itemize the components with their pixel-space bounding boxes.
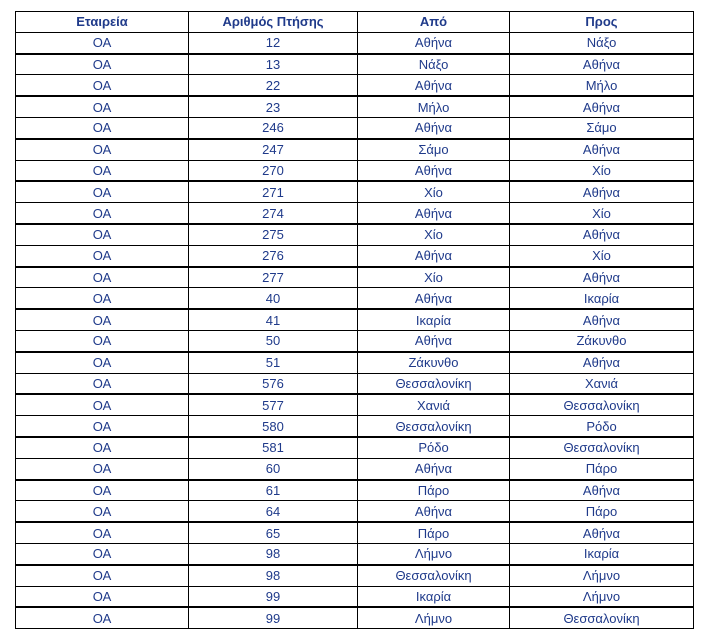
cell-from: Ρόδο [358,437,510,458]
cell-company: ΟΑ [16,245,189,266]
cell-company: ΟΑ [16,607,189,628]
cell-to: Αθήνα [510,309,694,330]
cell-company: ΟΑ [16,394,189,415]
cell-from: Χίο [358,181,510,202]
cell-from: Αθήνα [358,203,510,224]
table-row [16,245,694,266]
cell-from: Χανιά [358,394,510,415]
cell-from: Θεσσαλονίκη [358,565,510,586]
header-from: Από [358,12,510,33]
cell-to: Αθήνα [510,224,694,245]
cell-flight-number: 99 [189,586,358,607]
table-row [16,543,694,564]
cell-company: ΟΑ [16,181,189,202]
cell-company: ΟΑ [16,139,189,160]
flights-table [15,11,694,629]
cell-company: ΟΑ [16,458,189,479]
cell-to: Χίο [510,203,694,224]
cell-to: Ζάκυνθο [510,330,694,351]
flights-table-container [15,11,694,629]
table-row [16,480,694,501]
cell-from: Αθήνα [358,160,510,181]
table-row [16,75,694,96]
cell-to: Θεσσαλονίκη [510,607,694,628]
cell-to: Ικαρία [510,543,694,564]
cell-company: ΟΑ [16,54,189,75]
cell-flight-number: 270 [189,160,358,181]
cell-company: ΟΑ [16,352,189,373]
cell-flight-number: 576 [189,373,358,394]
cell-company: ΟΑ [16,203,189,224]
cell-to: Πάρο [510,501,694,522]
cell-flight-number: 65 [189,522,358,543]
cell-from: Νάξο [358,54,510,75]
cell-company: ΟΑ [16,437,189,458]
cell-from: Αθήνα [358,458,510,479]
cell-to: Λήμνο [510,565,694,586]
cell-from: Αθήνα [358,288,510,309]
table-header [16,12,694,33]
cell-from: Θεσσαλονίκη [358,416,510,437]
cell-from: Αθήνα [358,245,510,266]
cell-from: Ικαρία [358,586,510,607]
table-row [16,181,694,202]
table-row [16,203,694,224]
cell-flight-number: 580 [189,416,358,437]
cell-flight-number: 61 [189,480,358,501]
header-company: Εταιρεία [16,12,189,33]
table-row [16,352,694,373]
table-row [16,458,694,479]
cell-from: Αθήνα [358,32,510,53]
cell-to: Χανιά [510,373,694,394]
table-row [16,32,694,53]
cell-flight-number: 22 [189,75,358,96]
cell-from: Ζάκυνθο [358,352,510,373]
cell-flight-number: 577 [189,394,358,415]
cell-flight-number: 51 [189,352,358,373]
table-row [16,309,694,330]
cell-flight-number: 99 [189,607,358,628]
table-row [16,54,694,75]
cell-from: Χίο [358,224,510,245]
cell-from: Σάμο [358,139,510,160]
cell-company: ΟΑ [16,96,189,117]
cell-company: ΟΑ [16,522,189,543]
cell-company: ΟΑ [16,117,189,138]
header-to: Προς [510,12,694,33]
cell-to: Αθήνα [510,522,694,543]
table-row [16,160,694,181]
cell-company: ΟΑ [16,330,189,351]
cell-flight-number: 12 [189,32,358,53]
cell-from: Αθήνα [358,330,510,351]
cell-to: Αθήνα [510,139,694,160]
cell-flight-number: 276 [189,245,358,266]
cell-flight-number: 247 [189,139,358,160]
cell-from: Λήμνο [358,607,510,628]
cell-from: Αθήνα [358,75,510,96]
cell-flight-number: 275 [189,224,358,245]
cell-company: ΟΑ [16,501,189,522]
cell-company: ΟΑ [16,416,189,437]
cell-to: Αθήνα [510,352,694,373]
table-row [16,373,694,394]
table-row [16,96,694,117]
cell-flight-number: 41 [189,309,358,330]
cell-flight-number: 277 [189,267,358,288]
cell-to: Νάξο [510,32,694,53]
header-flight-number: Αριθμός Πτήσης [189,12,358,33]
cell-to: Ρόδο [510,416,694,437]
cell-company: ΟΑ [16,309,189,330]
table-row [16,522,694,543]
cell-to: Θεσσαλονίκη [510,394,694,415]
cell-company: ΟΑ [16,543,189,564]
cell-flight-number: 98 [189,543,358,564]
cell-to: Μήλο [510,75,694,96]
cell-to: Σάμο [510,117,694,138]
cell-to: Πάρο [510,458,694,479]
cell-flight-number: 64 [189,501,358,522]
table-row [16,330,694,351]
cell-to: Χίο [510,160,694,181]
cell-company: ΟΑ [16,224,189,245]
cell-to: Αθήνα [510,181,694,202]
table-row [16,565,694,586]
cell-from: Θεσσαλονίκη [358,373,510,394]
cell-company: ΟΑ [16,32,189,53]
cell-flight-number: 274 [189,203,358,224]
table-row [16,586,694,607]
table-row [16,437,694,458]
cell-company: ΟΑ [16,288,189,309]
cell-from: Λήμνο [358,543,510,564]
cell-company: ΟΑ [16,160,189,181]
table-row [16,416,694,437]
cell-to: Ικαρία [510,288,694,309]
cell-company: ΟΑ [16,480,189,501]
table-row [16,501,694,522]
table-row [16,224,694,245]
table-body [16,32,694,628]
table-row [16,394,694,415]
table-row [16,117,694,138]
cell-flight-number: 98 [189,565,358,586]
cell-flight-number: 23 [189,96,358,117]
cell-flight-number: 60 [189,458,358,479]
cell-flight-number: 581 [189,437,358,458]
cell-to: Αθήνα [510,54,694,75]
table-row [16,267,694,288]
header-row [16,12,694,33]
cell-to: Θεσσαλονίκη [510,437,694,458]
cell-flight-number: 13 [189,54,358,75]
cell-company: ΟΑ [16,373,189,394]
table-row [16,139,694,160]
cell-from: Αθήνα [358,117,510,138]
cell-from: Ικαρία [358,309,510,330]
cell-company: ΟΑ [16,586,189,607]
cell-to: Λήμνο [510,586,694,607]
cell-company: ΟΑ [16,267,189,288]
cell-from: Αθήνα [358,501,510,522]
cell-flight-number: 40 [189,288,358,309]
cell-to: Χίο [510,245,694,266]
cell-company: ΟΑ [16,565,189,586]
cell-flight-number: 271 [189,181,358,202]
cell-from: Πάρο [358,480,510,501]
cell-from: Χίο [358,267,510,288]
table-row [16,607,694,628]
cell-to: Αθήνα [510,267,694,288]
cell-to: Αθήνα [510,480,694,501]
cell-to: Αθήνα [510,96,694,117]
cell-from: Μήλο [358,96,510,117]
cell-company: ΟΑ [16,75,189,96]
cell-flight-number: 50 [189,330,358,351]
cell-flight-number: 246 [189,117,358,138]
table-row [16,288,694,309]
cell-from: Πάρο [358,522,510,543]
